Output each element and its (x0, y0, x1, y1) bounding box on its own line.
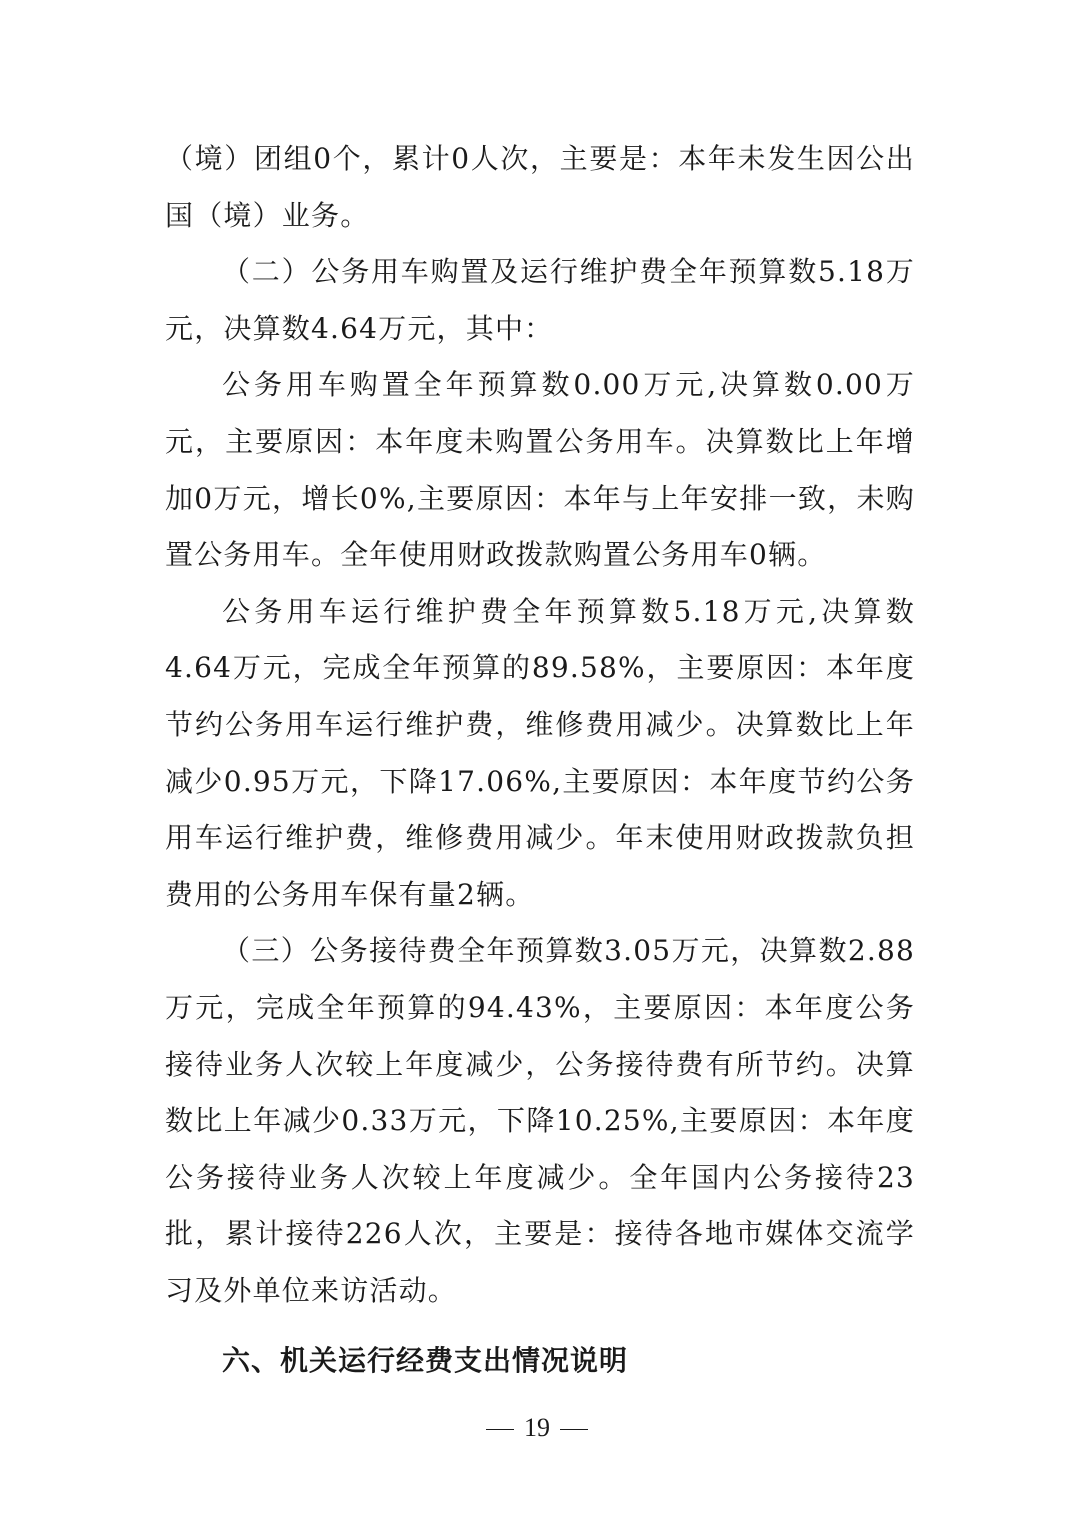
paragraph-vehicle-costs: （二）公务用车购置及运行维护费全年预算数5.18万元，决算数4.64万元，其中： (165, 255, 915, 345)
paragraph-continuation-overseas: （境）团组0个，累计0人次，主要是：本年未发生因公出国（境）业务。 (165, 142, 915, 232)
right-dash (560, 1429, 588, 1430)
body-text (165, 131, 915, 1389)
section-heading: 六、机关运行经费支出情况说明 (222, 1344, 629, 1378)
page-number: 19 (524, 1413, 550, 1442)
page-footer (0, 1408, 1074, 1448)
paragraph-reception-costs: （三）公务接待费全年预算数3.05万元，决算数2.88万元，完成全年预算的94.43%，主要原因：本年度公务接待业务人次较上年度减少，公务接待费有所节约。决算数比上年减少0.33万元，下降10.25%,主要原因：本年度公务接待业务人次较上年度减少。全年国内公务接待23批，累计接待226人次，主要是：接待各地市媒体交流学习及外单位来访活动。 (165, 934, 915, 1307)
paragraph-vehicle-purchase: 公务用车购置全年预算数0.00万元,决算数0.00万元，主要原因：本年度未购置公务用车。决算数比上年增加0万元，增长0%,主要原因：本年与上年安排一致，未购置公务用车。全年使用财政拨款购置公务用车0辆。 (165, 368, 915, 572)
paragraph-vehicle-maintenance: 公务用车运行维护费全年预算数5.18万元,决算数4.64万元，完成全年预算的89.58%，主要原因：本年度节约公务用车运行维护费，维修费用减少。决算数比上年减少0.95万元，下降17.06%,主要原因：本年度节约公务用车运行维护费，维修费用减少。年末使用财政拨款负担费用的公务用车保有量2辆。 (165, 594, 915, 911)
left-dash (486, 1429, 514, 1430)
